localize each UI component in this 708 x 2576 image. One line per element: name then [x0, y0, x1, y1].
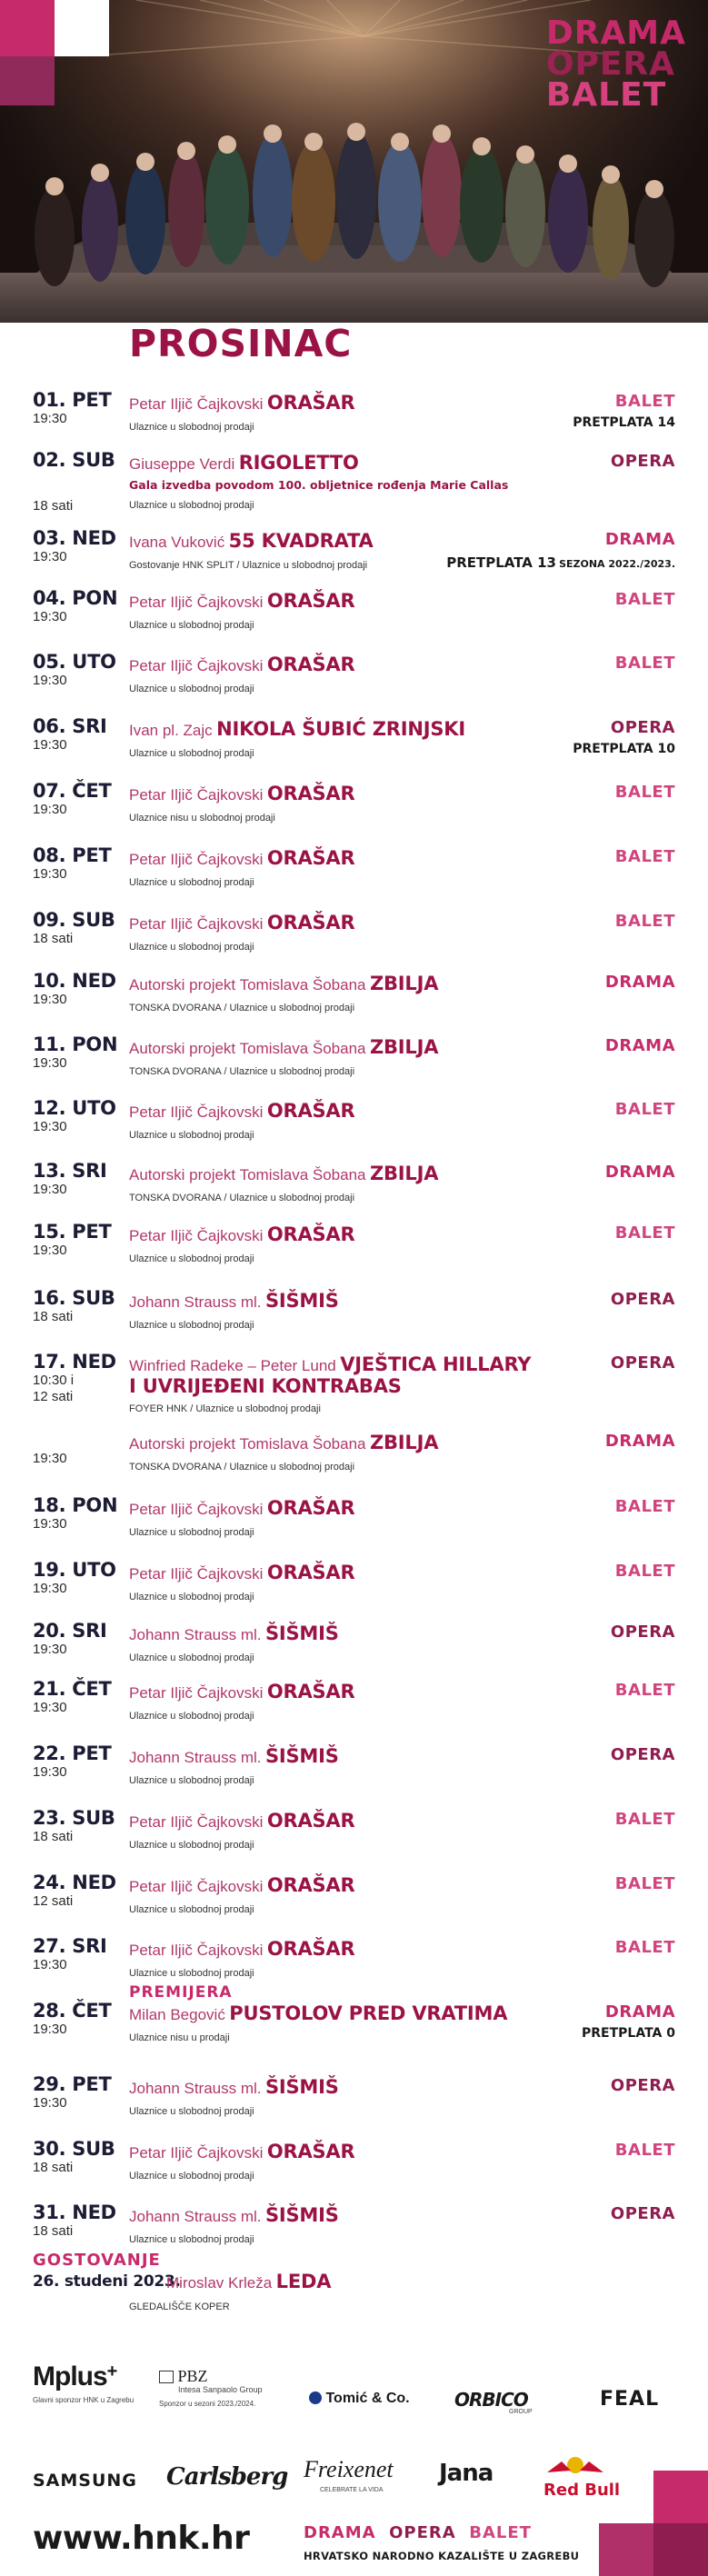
subscription-label: PRETPLATA 14 — [573, 415, 675, 430]
event-title[interactable]: ORAŠAR — [266, 847, 355, 869]
redbull-logo-text: Red Bull — [543, 2481, 621, 2500]
genre-label: BALET — [614, 1100, 675, 1119]
ticket-info: Ulaznice u slobodnoj prodaji — [129, 620, 254, 631]
brand-balet: BALET — [545, 76, 667, 114]
event-date: 11. PON — [33, 1033, 118, 1055]
jana-logo[interactable]: Jana — [439, 2460, 494, 2487]
ticket-info: Ulaznice u slobodnoj prodaji — [129, 1775, 254, 1786]
event-title[interactable]: ORAŠAR — [266, 1681, 355, 1702]
event-title[interactable]: ORAŠAR — [266, 392, 355, 414]
event-time: 19:30 — [33, 1516, 67, 1532]
event-time: 19:30 — [33, 737, 67, 753]
event-time: 19:30 — [33, 802, 67, 817]
ticket-info: Ulaznice u slobodnoj prodaji — [129, 748, 254, 759]
website-link[interactable]: www.hnk.hr — [33, 2520, 250, 2557]
event-date: 20. SRI — [33, 1620, 107, 1642]
event-date: 03. NED — [33, 527, 116, 549]
genre-label: BALET — [614, 1497, 675, 1516]
genre-label: BALET — [614, 783, 675, 802]
event-title[interactable]: ŠIŠMIŠ — [264, 1290, 339, 1312]
genre-label: BALET — [614, 654, 675, 673]
genre-label: OPERA — [610, 452, 675, 471]
event-date: 30. SUB — [33, 2138, 115, 2160]
genre-label: BALET — [614, 392, 675, 411]
event-line — [129, 590, 354, 612]
ticket-info: Ulaznice u slobodnoj prodaji — [129, 1592, 254, 1603]
event-line — [129, 1432, 438, 1453]
event-title[interactable]: ŠIŠMIŠ — [264, 1745, 339, 1767]
event-line — [129, 1100, 354, 1122]
event-time: 19:30 — [33, 1119, 67, 1134]
event-time: 19:30 — [33, 549, 67, 564]
tour-heading: GOSTOVANJE — [33, 2251, 161, 2270]
event-date: 05. UTO — [33, 651, 116, 673]
genre-label: OPERA — [610, 1745, 675, 1764]
event-author: Petar Iljič Čajkovski — [129, 1565, 264, 1583]
event-line — [129, 1353, 531, 1375]
event-author: Petar Iljič Čajkovski — [129, 1684, 264, 1702]
event-time: 19:30 — [33, 1700, 67, 1715]
event-time: 19:30 — [33, 411, 67, 426]
event-date: 31. NED — [33, 2202, 116, 2223]
event-title[interactable]: VJEŠTICA HILLARY — [340, 1353, 532, 1375]
genre-label: OPERA — [610, 2076, 675, 2095]
subscription-label: PRETPLATA 0 — [582, 2026, 675, 2041]
genre-label: BALET — [614, 1874, 675, 1893]
tour-title: LEDA — [275, 2271, 332, 2292]
ticket-info: Ulaznice u slobodnoj prodaji — [129, 1652, 254, 1663]
footer-brand — [304, 2523, 532, 2542]
event-line — [129, 847, 354, 869]
event-date: 24. NED — [33, 1872, 116, 1893]
event-title[interactable]: PUSTOLOV PRED VRATIMA — [229, 2002, 508, 2024]
genre-label: DRAMA — [604, 1163, 675, 1182]
ticket-info: Gostovanje HNK SPLIT / Ulaznice u slobodnoj prodaji — [129, 560, 368, 571]
event-line — [129, 912, 354, 934]
event-time: 18 sati — [33, 2223, 74, 2239]
event-date: 10. NED — [33, 970, 116, 992]
premiere-label: PREMIJERA — [129, 1983, 233, 2002]
genre-label: OPERA — [610, 2204, 675, 2223]
event-line — [129, 1497, 354, 1519]
event-author: Milan Begović — [129, 2006, 225, 2023]
genre-label: DRAMA — [604, 1036, 675, 1055]
event-date: 13. SRI — [33, 1160, 107, 1182]
genre-label: BALET — [614, 590, 675, 609]
event-title[interactable]: ORAŠAR — [266, 1100, 355, 1122]
event-time: 18 sati — [33, 1829, 74, 1844]
event-date: 02. SUB — [33, 449, 115, 471]
event-author: Johann Strauss ml. — [129, 1749, 262, 1766]
pbz-mark-icon — [159, 2371, 174, 2383]
ticket-info: Ulaznice u slobodnoj prodaji — [129, 1527, 254, 1538]
event-author: Petar Iljič Čajkovski — [129, 1878, 264, 1895]
event-title[interactable]: ORAŠAR — [266, 1562, 355, 1583]
tomic-logo-text: Tomić & Co. — [325, 2391, 410, 2406]
ticket-info: Ulaznice u slobodnoj prodaji — [129, 2234, 254, 2245]
event-line-second — [129, 1375, 402, 1397]
brand-stack — [545, 15, 686, 114]
event-title[interactable]: ORAŠAR — [266, 912, 355, 934]
genre-label: OPERA — [610, 1622, 675, 1642]
samsung-logo[interactable]: SAMSUNG — [33, 2471, 137, 2491]
event-author: Petar Iljič Čajkovski — [129, 395, 264, 413]
event-time: 18 sati — [33, 931, 74, 946]
event-author: Petar Iljič Čajkovski — [129, 657, 264, 674]
plus-icon: + — [106, 2361, 117, 2381]
event-author: Petar Iljič Čajkovski — [129, 1942, 264, 1959]
tour-author: Miroslav Krleža — [166, 2274, 273, 2291]
event-time: 18 sati — [33, 1309, 74, 1324]
event-title[interactable]: ORAŠAR — [266, 1874, 355, 1896]
event-author: Johann Strauss ml. — [129, 2080, 262, 2097]
ticket-info: Ulaznice u slobodnoj prodaji — [129, 2171, 254, 2182]
event-time: 19:30 — [33, 1581, 67, 1596]
event-time: 18 sati — [33, 498, 74, 514]
ticket-info: Ulaznice u slobodnoj prodaji — [129, 1130, 254, 1141]
tour-date: 26. studeni 2023. — [33, 2272, 181, 2291]
genre-label: BALET — [614, 1223, 675, 1243]
subscription-label: PRETPLATA 10 — [573, 742, 675, 756]
event-date: 06. SRI — [33, 715, 107, 737]
event-date: 29. PET — [33, 2073, 112, 2095]
corner-block-magenta — [599, 2523, 653, 2576]
mplus-sub: Glavni sponzor HNK u Zagrebu — [33, 2396, 135, 2404]
event-date: 08. PET — [33, 844, 112, 866]
event-time: 19:30 — [33, 1055, 67, 1071]
tour-venue: GLEDALIŠČE KOPER — [129, 2301, 230, 2312]
event-time: 19:30 — [33, 2095, 67, 2111]
event-title[interactable]: ZBILJA — [369, 1163, 439, 1184]
hero-photo — [0, 0, 708, 323]
event-time: 19:30 — [33, 1182, 67, 1197]
genre-label: DRAMA — [604, 530, 675, 549]
genre-label: OPERA — [610, 1290, 675, 1309]
event-line — [129, 1681, 354, 1702]
event-line — [129, 654, 354, 675]
event-time-second: 12 sati — [33, 1389, 74, 1404]
genre-label: BALET — [614, 1938, 675, 1957]
event-line — [129, 2002, 507, 2024]
event-author: Johann Strauss ml. — [129, 1626, 262, 1643]
genre-label: BALET — [614, 912, 675, 931]
event-date: 12. UTO — [33, 1097, 116, 1119]
event-line — [129, 1622, 339, 1644]
event-author: Ivana Vuković — [129, 534, 225, 551]
event-title[interactable]: ŠIŠMIŠ — [264, 2076, 339, 2098]
event-author: Petar Iljič Čajkovski — [129, 1501, 264, 1518]
event-time: 19:30 — [33, 992, 67, 1007]
event-line — [129, 1938, 354, 1960]
event-author: Giuseppe Verdi — [129, 455, 235, 473]
event-line — [129, 1163, 438, 1184]
gala-note: Gala izvedba povodom 100. obljetnice rođenja Marie Callas — [129, 478, 509, 492]
event-line — [129, 1223, 354, 1245]
event-title[interactable]: ZBILJA — [369, 1432, 439, 1453]
event-author: Petar Iljič Čajkovski — [129, 851, 264, 868]
event-date: 19. UTO — [33, 1559, 116, 1581]
event-date: 15. PET — [33, 1221, 112, 1243]
orbico-logo-text: ORBICO — [454, 2389, 528, 2411]
ticket-info: TONSKA DVORANA / Ulaznice u slobodnoj prodaji — [129, 1193, 355, 1203]
month-title: PROSINAC — [129, 322, 353, 365]
brand-opera: OPERA — [545, 45, 676, 83]
event-title[interactable]: ŠIŠMIŠ — [264, 2204, 339, 2226]
genre-label: DRAMA — [604, 1432, 675, 1451]
event-title[interactable]: ZBILJA — [369, 1036, 439, 1058]
footer-drama: DRAMA — [304, 2523, 376, 2542]
ticket-info: Ulaznice u slobodnoj prodaji — [129, 2106, 254, 2117]
event-title[interactable]: ORAŠAR — [266, 1497, 355, 1519]
genre-label: BALET — [614, 1681, 675, 1700]
event-date: 17. NED — [33, 1351, 116, 1373]
event-author: Ivan pl. Zajc — [129, 722, 213, 739]
event-line — [129, 973, 438, 994]
event-time: 19:30 — [33, 1451, 67, 1466]
ticket-info: Ulaznice u slobodnoj prodaji — [129, 684, 254, 694]
pbz-logo-text: PBZ — [177, 2367, 208, 2385]
pbz-logo[interactable] — [159, 2367, 208, 2386]
genre-label: OPERA — [610, 1353, 675, 1373]
ticket-info: Ulaznice u slobodnoj prodaji — [129, 1904, 254, 1915]
event-time: 19:30 — [33, 2022, 67, 2037]
event-line — [129, 1562, 354, 1583]
event-time: 19:30 — [33, 1957, 67, 1972]
footer-theatre-name: HRVATSKO NARODNO KAZALIŠTE U ZAGREBU — [304, 2550, 580, 2562]
genre-label: DRAMA — [604, 973, 675, 992]
brand-drama: DRAMA — [545, 15, 686, 52]
event-date: 18. PON — [33, 1494, 118, 1516]
event-time: 19:30 — [33, 673, 67, 688]
event-line — [129, 2204, 339, 2226]
event-time: 19:30 — [33, 1243, 67, 1258]
footer-opera: OPERA — [389, 2523, 456, 2542]
event-title[interactable]: ORAŠAR — [266, 2141, 355, 2162]
event-line — [129, 1745, 339, 1767]
event-line — [129, 783, 354, 804]
pbz-group: Intesa Sanpaolo Group — [178, 2385, 263, 2394]
pbz-sub: Sponzor u sezoni 2023./2024. — [159, 2400, 256, 2408]
ticket-info: TONSKA DVORANA / Ulaznice u slobodnoj prodaji — [129, 1066, 355, 1077]
event-line — [129, 1810, 354, 1832]
event-author: Johann Strauss ml. — [129, 1293, 262, 1311]
freixenet-sub: CELEBRATE LA VIDA — [320, 2487, 384, 2493]
event-title[interactable]: ORAŠAR — [266, 1938, 355, 1960]
ticket-info: TONSKA DVORANA / Ulaznice u slobodnoj prodaji — [129, 1462, 355, 1473]
event-date: 01. PET — [33, 389, 112, 411]
event-title[interactable]: ORAŠAR — [266, 654, 355, 675]
event-author: Petar Iljič Čajkovski — [129, 2144, 264, 2162]
genre-label: DRAMA — [604, 2002, 675, 2022]
orbico-sub: GROUP — [509, 2409, 533, 2415]
tour-line — [166, 2271, 331, 2292]
event-line — [129, 530, 374, 552]
event-title[interactable]: RIGOLETTO — [238, 452, 359, 474]
genre-label: BALET — [614, 847, 675, 866]
event-title-second[interactable]: I UVRIJEĐENI KONTRABAS — [129, 1375, 402, 1397]
corner-block-pink — [653, 2471, 708, 2523]
tomic-logo[interactable] — [309, 2391, 410, 2407]
event-title[interactable]: ORAŠAR — [266, 1810, 355, 1832]
redbull-bulls-icon — [543, 2454, 607, 2480]
event-line — [129, 2076, 339, 2098]
ticket-info: Ulaznice u slobodnoj prodaji — [129, 1840, 254, 1851]
event-author: Petar Iljič Čajkovski — [129, 594, 264, 611]
season-label: SEZONA 2022./2023. — [559, 558, 675, 570]
event-time: 19:30 — [33, 1642, 67, 1657]
feal-logo[interactable]: FEAL — [600, 2388, 660, 2411]
event-title[interactable]: NIKOLA ŠUBIĆ ZRINJSKI — [216, 718, 465, 740]
event-line — [129, 392, 354, 414]
mplus-logo-text: Mplus — [33, 2361, 107, 2391]
genre-label: BALET — [614, 2141, 675, 2160]
ticket-info: Ulaznice u slobodnoj prodaji — [129, 942, 254, 953]
event-title[interactable]: ORAŠAR — [266, 590, 355, 612]
event-line — [129, 2141, 354, 2162]
ticket-info: Ulaznice nisu u prodaji — [129, 2032, 230, 2043]
event-date: 04. PON — [33, 587, 118, 609]
event-title[interactable]: ZBILJA — [369, 973, 439, 994]
event-author: Johann Strauss ml. — [129, 2208, 262, 2225]
event-title[interactable]: ORAŠAR — [266, 783, 355, 804]
event-title[interactable]: 55 KVADRATA — [228, 530, 374, 552]
event-date: 22. PET — [33, 1742, 112, 1764]
tomic-mark-icon — [309, 2391, 322, 2404]
event-line — [129, 718, 465, 740]
event-time: 19:30 — [33, 1764, 67, 1780]
event-line — [129, 1290, 339, 1312]
ticket-info: Ulaznice nisu u slobodnoj prodaji — [129, 813, 275, 824]
ticket-info: Ulaznice u slobodnoj prodaji — [129, 1711, 254, 1722]
ticket-info: TONSKA DVORANA / Ulaznice u slobodnoj prodaji — [129, 1003, 355, 1013]
ticket-info: Ulaznice u slobodnoj prodaji — [129, 422, 254, 433]
event-line — [129, 1036, 438, 1058]
redbull-logo[interactable] — [543, 2454, 620, 2500]
mplus-logo[interactable] — [33, 2361, 116, 2392]
event-date: 21. ČET — [33, 1678, 112, 1700]
ticket-info: FOYER HNK / Ulaznice u slobodnoj prodaji — [129, 1403, 321, 1414]
event-author: Petar Iljič Čajkovski — [129, 915, 264, 933]
event-date: 16. SUB — [33, 1287, 115, 1309]
footer-balet: BALET — [469, 2523, 532, 2542]
event-author: Autorski projekt Tomislava Šobana — [129, 976, 366, 993]
event-title[interactable]: ORAŠAR — [266, 1223, 355, 1245]
event-line — [129, 1874, 354, 1896]
event-date: 07. ČET — [33, 780, 112, 802]
event-date: 09. SUB — [33, 909, 115, 931]
ticket-info: Ulaznice u slobodnoj prodaji — [129, 1968, 254, 1979]
event-title[interactable]: ŠIŠMIŠ — [264, 1622, 339, 1644]
event-time: 10:30 i — [33, 1373, 75, 1388]
genre-label: BALET — [614, 1562, 675, 1581]
event-author: Autorski projekt Tomislava Šobana — [129, 1040, 366, 1057]
event-line — [129, 452, 359, 474]
ticket-info: Ulaznice u slobodnoj prodaji — [129, 877, 254, 888]
event-author: Petar Iljič Čajkovski — [129, 1227, 264, 1244]
genre-label: OPERA — [610, 718, 675, 737]
freixenet-logo[interactable]: Freixenet — [304, 2456, 394, 2482]
ticket-info: Ulaznice u slobodnoj prodaji — [129, 1320, 254, 1331]
event-author: Petar Iljič Čajkovski — [129, 1103, 264, 1121]
event-author: Autorski projekt Tomislava Šobana — [129, 1166, 366, 1183]
orbico-logo[interactable] — [454, 2389, 528, 2411]
event-date: 28. ČET — [33, 2000, 112, 2022]
event-date: 27. SRI — [33, 1935, 107, 1957]
subscription-label: PRETPLATA 13 — [446, 554, 556, 571]
genre-label: BALET — [614, 1810, 675, 1829]
event-time: 19:30 — [33, 866, 67, 882]
ticket-info: Ulaznice u slobodnoj prodaji — [129, 1253, 254, 1264]
event-author: Winfried Radeke – Peter Lund — [129, 1357, 336, 1374]
carlsberg-logo[interactable]: Carlsberg — [166, 2463, 288, 2491]
event-author: Petar Iljič Čajkovski — [129, 786, 264, 804]
event-time: 18 sati — [33, 2160, 74, 2175]
event-author: Petar Iljič Čajkovski — [129, 1813, 264, 1831]
corner-block-dark — [653, 2523, 708, 2576]
event-date: 23. SUB — [33, 1807, 115, 1829]
event-time: 12 sati — [33, 1893, 74, 1909]
event-author: Autorski projekt Tomislava Šobana — [129, 1435, 366, 1453]
event-time: 19:30 — [33, 609, 67, 624]
ticket-info: Ulaznice u slobodnoj prodaji — [129, 500, 254, 511]
